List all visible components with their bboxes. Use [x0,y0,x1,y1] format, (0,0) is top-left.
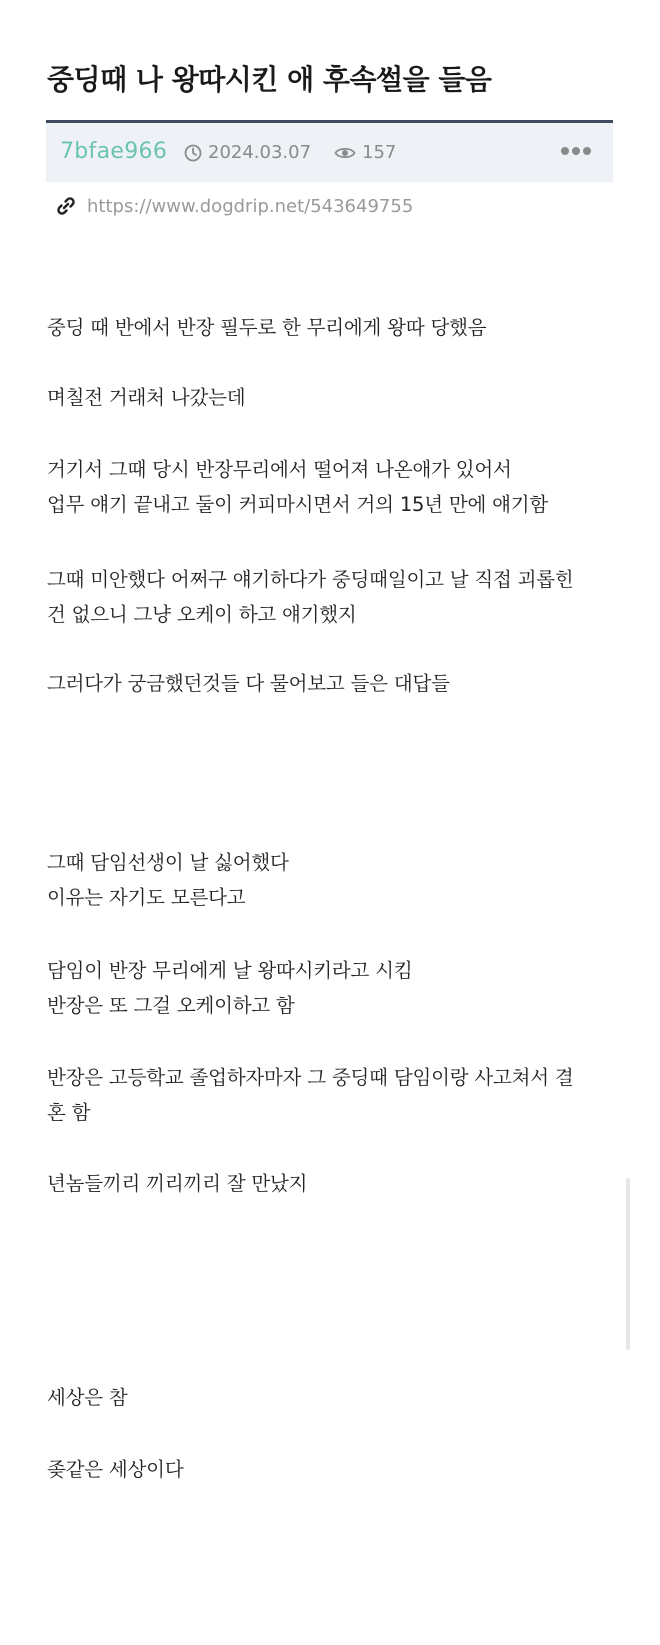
content-paragraph-10: 세상은 참 [47,1386,128,1409]
link-icon [55,195,77,217]
clock-icon [184,144,202,162]
author-name[interactable]: 7bfae966 [60,139,168,164]
post-url[interactable]: https://www.dogdrip.net/543649755 [87,195,414,217]
content-paragraph-3 [47,452,622,522]
content-paragraph-8 [47,1060,622,1130]
post-meta-bar [46,120,613,182]
post-date-text: 2024.03.07 [208,142,312,163]
post-views [334,142,396,163]
content-paragraph-4 [47,562,622,632]
post-link[interactable] [55,195,413,217]
content-paragraph-6 [47,845,622,915]
content-line: 반장은 고등학교 졸업하자마자 그 중딩때 담임이랑 사고쳐서 결 [47,1066,574,1089]
content-paragraph-9: 년놈들끼리 끼리끼리 잘 만났지 [47,1172,308,1195]
more-dots-icon[interactable] [561,147,591,155]
content-paragraph-5: 그러다가 궁금했던것들 다 물어보고 들은 대답들 [47,672,450,695]
content-line: 업무 얘기 끝내고 둘이 커피마시면서 거의 15년 만에 얘기함 [47,493,549,516]
post-views-count: 157 [362,142,397,163]
content-line: 혼 함 [47,1101,91,1124]
content-line: 이유는 자기도 모른다고 [47,886,246,909]
content-line: 그때 담임선생이 날 싫어했다 [47,851,289,874]
content-line: 건 없으니 그냥 오케이 하고 얘기했지 [47,603,357,626]
content-line: 그때 미안했다 어쩌구 얘기하다가 중딩때일이고 날 직접 괴롭힌 [47,568,574,591]
eye-icon [334,145,356,161]
content-line: 담임이 반장 무리에게 날 왕따시키라고 시킴 [47,959,413,982]
content-paragraph-7 [47,953,622,1023]
content-paragraph-2: 며칠전 거래처 나갔는데 [47,386,246,409]
content-line: 거기서 그때 당시 반장무리에서 떨어져 나온애가 있어서 [47,458,512,481]
post-title: 중딩때 나 왕따시킨 애 후속썰을 들음 [47,63,492,96]
content-paragraph-1: 중딩 때 반에서 반장 필두로 한 무리에게 왕따 당했음 [47,316,487,339]
scrollbar[interactable] [626,1178,630,1350]
post-date [184,142,311,163]
content-line: 반장은 또 그걸 오케이하고 함 [47,994,295,1017]
content-paragraph-11: 좆같은 세상이다 [47,1458,184,1481]
